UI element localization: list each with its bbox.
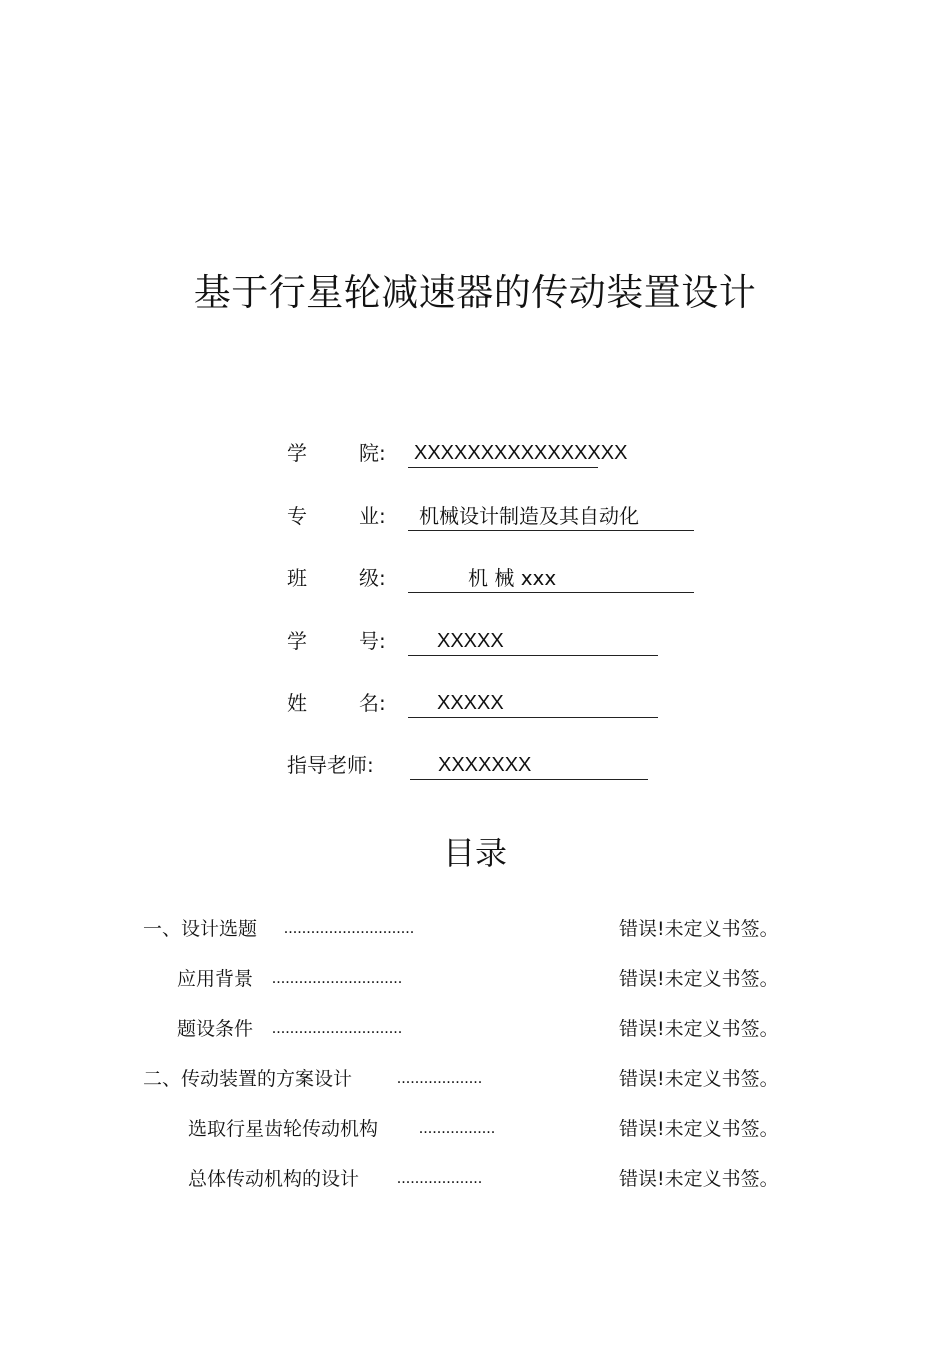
toc-entry[interactable]: [0, 1114, 950, 1144]
value-text: 机 械 xxx: [468, 566, 557, 590]
toc-entry-page: 错误!未定义书签。: [619, 1118, 779, 1140]
toc-entry[interactable]: [0, 1064, 950, 1094]
toc-entry-leader: .............................: [272, 1020, 403, 1037]
info-value-college: [408, 437, 628, 468]
info-row-advisor: [0, 749, 950, 785]
info-row-college: [0, 437, 950, 473]
info-value-student-id: [408, 625, 658, 656]
document-title: 基于行星轮减速器的传动装置设计: [193, 271, 757, 314]
label-char: 学: [287, 441, 307, 465]
toc-entry-page: 错误!未定义书签。: [619, 918, 779, 940]
toc-entry-page: 错误!未定义书签。: [619, 1018, 779, 1040]
toc-entry-leader: .............................: [272, 970, 403, 987]
value-text: 机械设计制造及其自动化: [419, 504, 639, 528]
info-value-major: [408, 500, 694, 531]
label-char: 级:: [359, 566, 386, 590]
label-char: 院:: [359, 441, 386, 465]
info-row-major: [0, 500, 950, 536]
toc-entry-title: 选取行星齿轮传动机构: [188, 1118, 379, 1140]
label-char: 名:: [359, 691, 386, 715]
toc-entry-title: 应用背景: [177, 968, 254, 990]
toc-entry-leader: .............................: [284, 920, 415, 937]
toc-entry[interactable]: [0, 964, 950, 994]
toc-entry-title: 总体传动机构的设计: [188, 1168, 360, 1190]
toc-heading: 目录: [442, 834, 507, 872]
label-char: 号:: [359, 629, 386, 653]
toc-entry-leader: .................: [419, 1120, 496, 1137]
value-text: XXXXX: [437, 692, 504, 714]
toc-entry-page: 错误!未定义书签。: [619, 1168, 779, 1190]
info-row-student-id: [0, 625, 950, 661]
info-label-advisor: 指导老师:: [287, 753, 374, 777]
toc-entry-title: 一、设计选题: [143, 918, 258, 940]
label-char: 班: [287, 566, 307, 590]
info-value-class: [408, 562, 694, 593]
toc-entry-title: 二、传动装置的方案设计: [143, 1068, 353, 1090]
label-char: 姓: [287, 691, 307, 715]
info-value-name: [408, 687, 658, 718]
value-text: XXXXX: [437, 630, 504, 652]
toc-entry-title: 题设条件: [177, 1018, 254, 1040]
toc-entry-leader: ...................: [397, 1170, 483, 1187]
toc-entry[interactable]: [0, 914, 950, 944]
info-value-advisor: [410, 749, 648, 780]
toc-entry-page: 错误!未定义书签。: [619, 968, 779, 990]
toc-entry-leader: ...................: [397, 1070, 483, 1087]
label-char: 学: [287, 629, 307, 653]
info-row-class: [0, 562, 950, 598]
label-char: 专: [287, 504, 307, 528]
value-text: XXXXXXX: [438, 754, 532, 776]
toc-entry-page: 错误!未定义书签。: [619, 1068, 779, 1090]
toc-entry[interactable]: [0, 1014, 950, 1044]
toc-entry[interactable]: [0, 1164, 950, 1194]
label-char: 业:: [359, 504, 386, 528]
info-row-name: [0, 687, 950, 723]
value-text: XXXXXXXXXXXXXXXX: [414, 442, 628, 464]
